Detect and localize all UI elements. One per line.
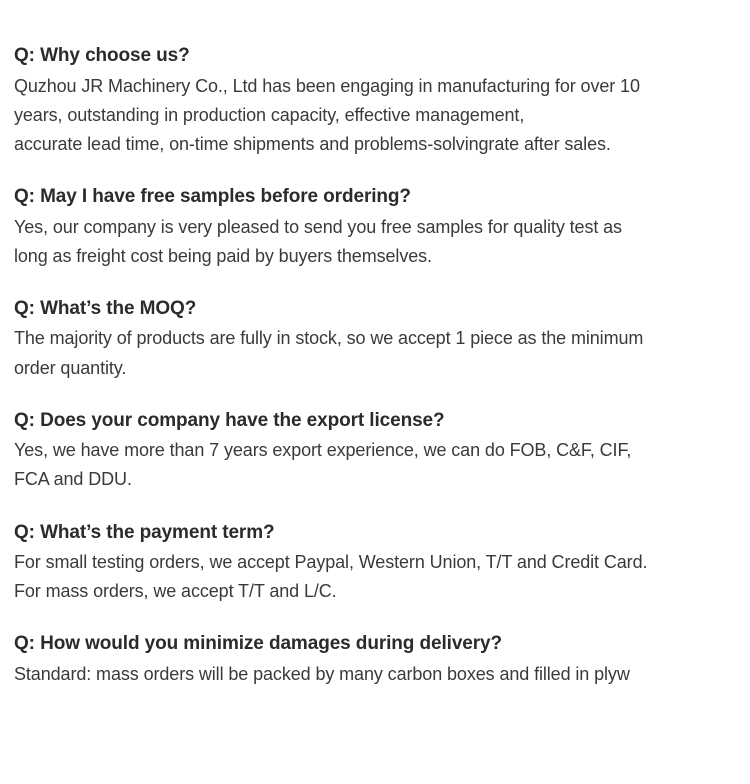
faq-answer (14, 213, 736, 271)
faq-item (14, 183, 736, 271)
faq-item (14, 519, 736, 607)
faq-answer-line: Standard: mass orders will be packed by many carbon boxes and filled in plyw (14, 664, 630, 684)
faq-item (14, 42, 736, 159)
faq-question: Q: Does your company have the export license? (14, 409, 445, 431)
faq-answer-line: accurate lead time, on-time shipments and problems-solvingrate after sales. (14, 133, 611, 154)
faq-answer (14, 660, 736, 689)
faq-item (14, 407, 736, 495)
faq-answer (14, 548, 736, 606)
faq-answer-line: Yes, our company is very pleased to send you free samples for quality test as (14, 216, 622, 237)
faq-answer-line: FCA and DDU. (14, 469, 132, 490)
faq-answer-line: The majority of products are fully in stock, so we accept 1 piece as the minimum (14, 328, 644, 349)
faq-answer (14, 324, 736, 382)
faq-question: Q: What’s the MOQ? (14, 297, 197, 319)
faq-answer-line: order quantity. (14, 357, 127, 378)
faq-answer-line: Quzhou JR Machinery Co., Ltd has been engaging in manufacturing for over 10 (14, 75, 640, 96)
faq-answer-line: For mass orders, we accept T/T and L/C. (14, 581, 337, 602)
faq-answer-line: long as freight cost being paid by buyers themselves. (14, 245, 432, 266)
faq-answer (14, 436, 736, 494)
faq-item (14, 295, 736, 383)
faq-answer (14, 72, 736, 159)
faq-item (14, 630, 736, 689)
faq-question: Q: May I have free samples before ordering? (14, 186, 411, 208)
faq-question: Q: Why choose us? (14, 45, 190, 66)
faq-question: Q: What’s the payment term? (14, 521, 275, 543)
faq-answer-line: For small testing orders, we accept Paypal, Western Union, T/T and Credit Card. (14, 552, 648, 573)
faq-question: Q: How would you minimize damages during delivery? (14, 633, 503, 655)
faq-answer-line: Yes, we have more than 7 years export experience, we can do FOB, C&F, CIF, (14, 440, 632, 461)
faq-answer-line: years, outstanding in production capacity, effective management, (14, 104, 525, 125)
